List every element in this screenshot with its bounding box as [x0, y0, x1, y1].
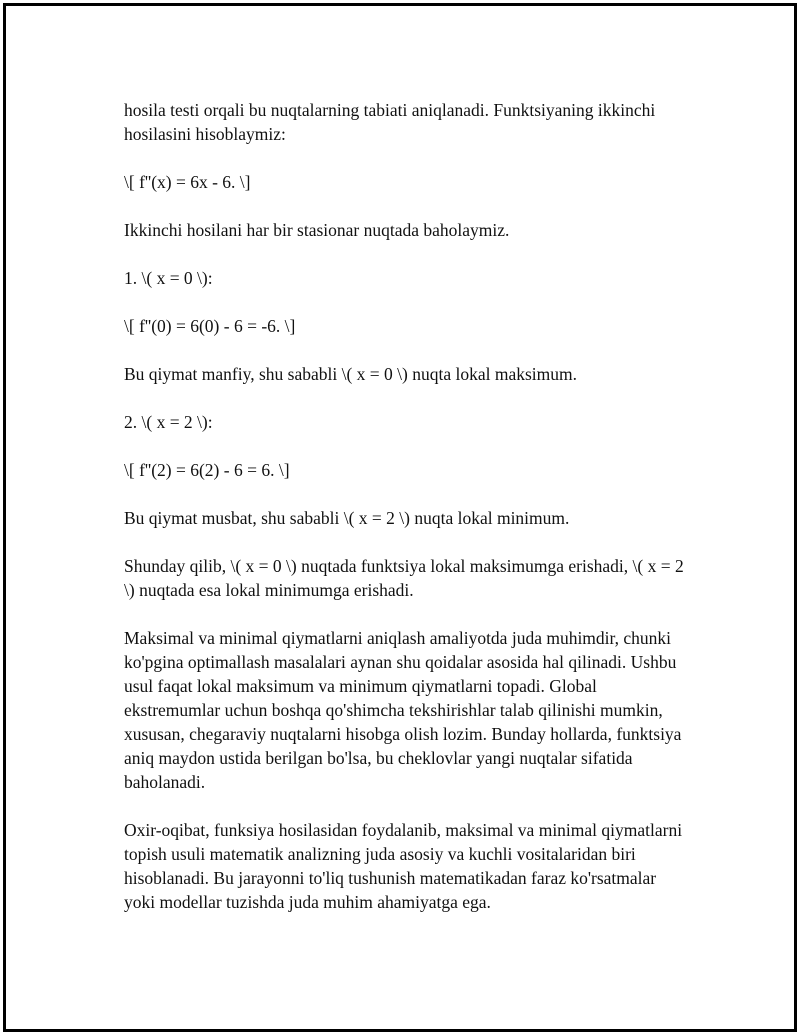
formula-line: \[ f''(2) = 6(2) - 6 = 6. \] [124, 460, 290, 480]
paragraph: Oxir-oqibat, funksiya hosilasidan foydalanib, maksimal va minimal qiymatlarni topish usuli matematik analizning juda asosiy va kuchli vositalaridan biri hisoblanadi. Bu jarayonni to'liq tushunish matematikadan faraz ko'rsatmalar yoki modellar tuzishda juda muhim ahamiyatga ega. [124, 820, 683, 912]
list-item-label: 2. \( x = 2 \): [124, 412, 213, 432]
paragraph: Maksimal va minimal qiymatlarni aniqlash amaliyotda juda muhimdir, chunki ko'pgina optimallash masalalari aynan shu qoidalar asosida hal qilinadi. Ushbu usul faqat lokal maksimum va minimum qiymatlarni topadi. Global ekstremumlar uchun boshqa qo'shimcha tekshirishlar talab qilinishi mumkin, xususan, chegaraviy nuqtalarni hisobga olish lozim. Bunday hollarda, funktsiya aniq maydon ustida berilgan bo'lsa, bu cheklovlar yangi nuqtalar sifatida baholanadi. [124, 628, 682, 792]
paragraph: hosila testi orqali bu nuqtalarning tabiati aniqlanadi. Funktsiyaning ikkinchi hosilasini hisoblaymiz: [124, 100, 656, 144]
paragraph: Ikkinchi hosilani har bir stasionar nuqtada baholaymiz. [124, 220, 510, 240]
formula-line: \[ f''(x) = 6x - 6. \] [124, 172, 251, 192]
paragraph: Bu qiymat manfiy, shu sababli \( x = 0 \) nuqta lokal maksimum. [124, 364, 577, 384]
page-frame [3, 3, 797, 1032]
paragraph: Bu qiymat musbat, shu sababli \( x = 2 \) nuqta lokal minimum. [124, 508, 570, 528]
document-body [124, 98, 690, 938]
paragraph: Shunday qilib, \( x = 0 \) nuqtada funktsiya lokal maksimumga erishadi, \( x = 2 \) nuqtada esa lokal minimumga erishadi. [124, 556, 684, 600]
formula-line: \[ f''(0) = 6(0) - 6 = -6. \] [124, 316, 296, 336]
list-item-label: 1. \( x = 0 \): [124, 268, 213, 288]
